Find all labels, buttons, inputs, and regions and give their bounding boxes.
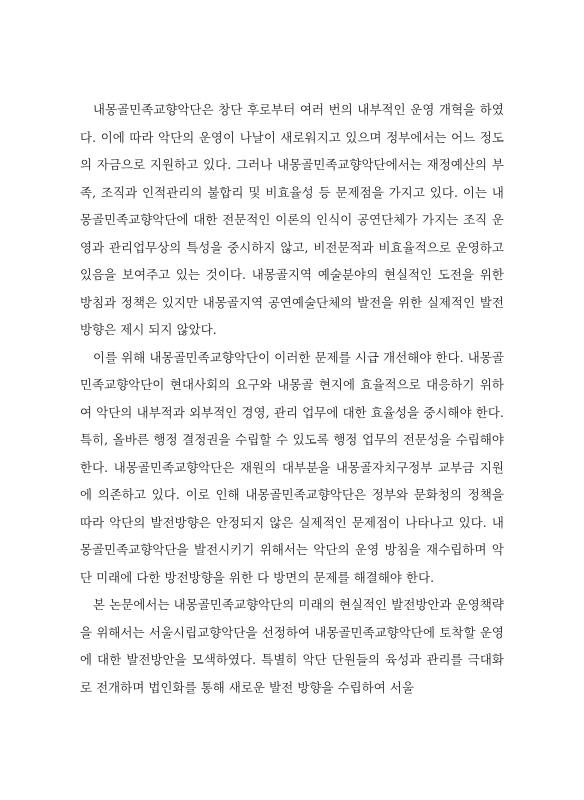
paragraph-1: 내몽골민족교향악단은 창단 후로부터 여러 번의 내부적인 운영 개혁을 하였다. 이에 따라 악단의 운영이 나날이 새로워지고 있으며 정부에서는 어느 정도의 자금으로 지원하고 있다. 그러나 내몽골민족교향악단에서는 재정예산의 부족, 조직과 인적관리의 불합리 및 비효율성 등 문제점을 가지고 있다. 이는 내몽골민족교향악단에 대한 전문적인 이론의 인식이 공연단체가 가지는 조직 운영과 관리업무상의 특성을 중시하지 않고, 비전문적과 비효율적으로 운영하고 있음을 보여주고 있는 것이다. 내몽골지역 예술분야의 현실적인 도전을 위한 방침과 정책은 있지만 내몽골지역 공연예술단체의 발전을 위한 실제적인 발전방향은 제시 되지 않았다. xyxy=(80,102,504,337)
body-text xyxy=(80,96,504,701)
paragraph-3: 본 논문에서는 내몽골민족교향악단의 미래의 현실적인 발전방안과 운영책략을 위해서는 서울시립교향악단을 선정하여 내몽골민족교향악단에 토착할 운영에 대한 발전방안을 모색하였다. 특별히 악단 단원들의 육성과 관리를 극대화로 전개하며 법인화를 통해 새로운 발전 방향을 수립하여 서울 xyxy=(80,597,504,695)
paragraph-2: 이를 위해 내몽골민족교향악단이 이러한 문제를 시급 개선해야 한다. 내몽골민족교향악단이 현대사회의 요구와 내몽골 현지에 효율적으로 대응하기 위하여 악단의 내부적과 외부적인 경영, 관리 업무에 대한 효율성을 중시해야 한다. 특히, 올바른 행정 결정권을 수립할 수 있도록 행정 업무의 전문성을 수립해야 한다. 내몽골민족교향악단은 재원의 대부분을 내몽골자치구정부 교부금 지원에 의존하고 있다. 이로 인해 내몽골민족교향악단은 정부와 문화청의 정책을 따라 악단의 발전방향은 안정되지 않은 실제적인 문제점이 나타나고 있다. 내몽골민족교향악단을 발전시키기 위해서는 악단의 운영 방침을 재수립하며 악단 미래에 다한 방전방향을 위한 다 방면의 문제를 해결해야 한다. xyxy=(80,349,504,585)
